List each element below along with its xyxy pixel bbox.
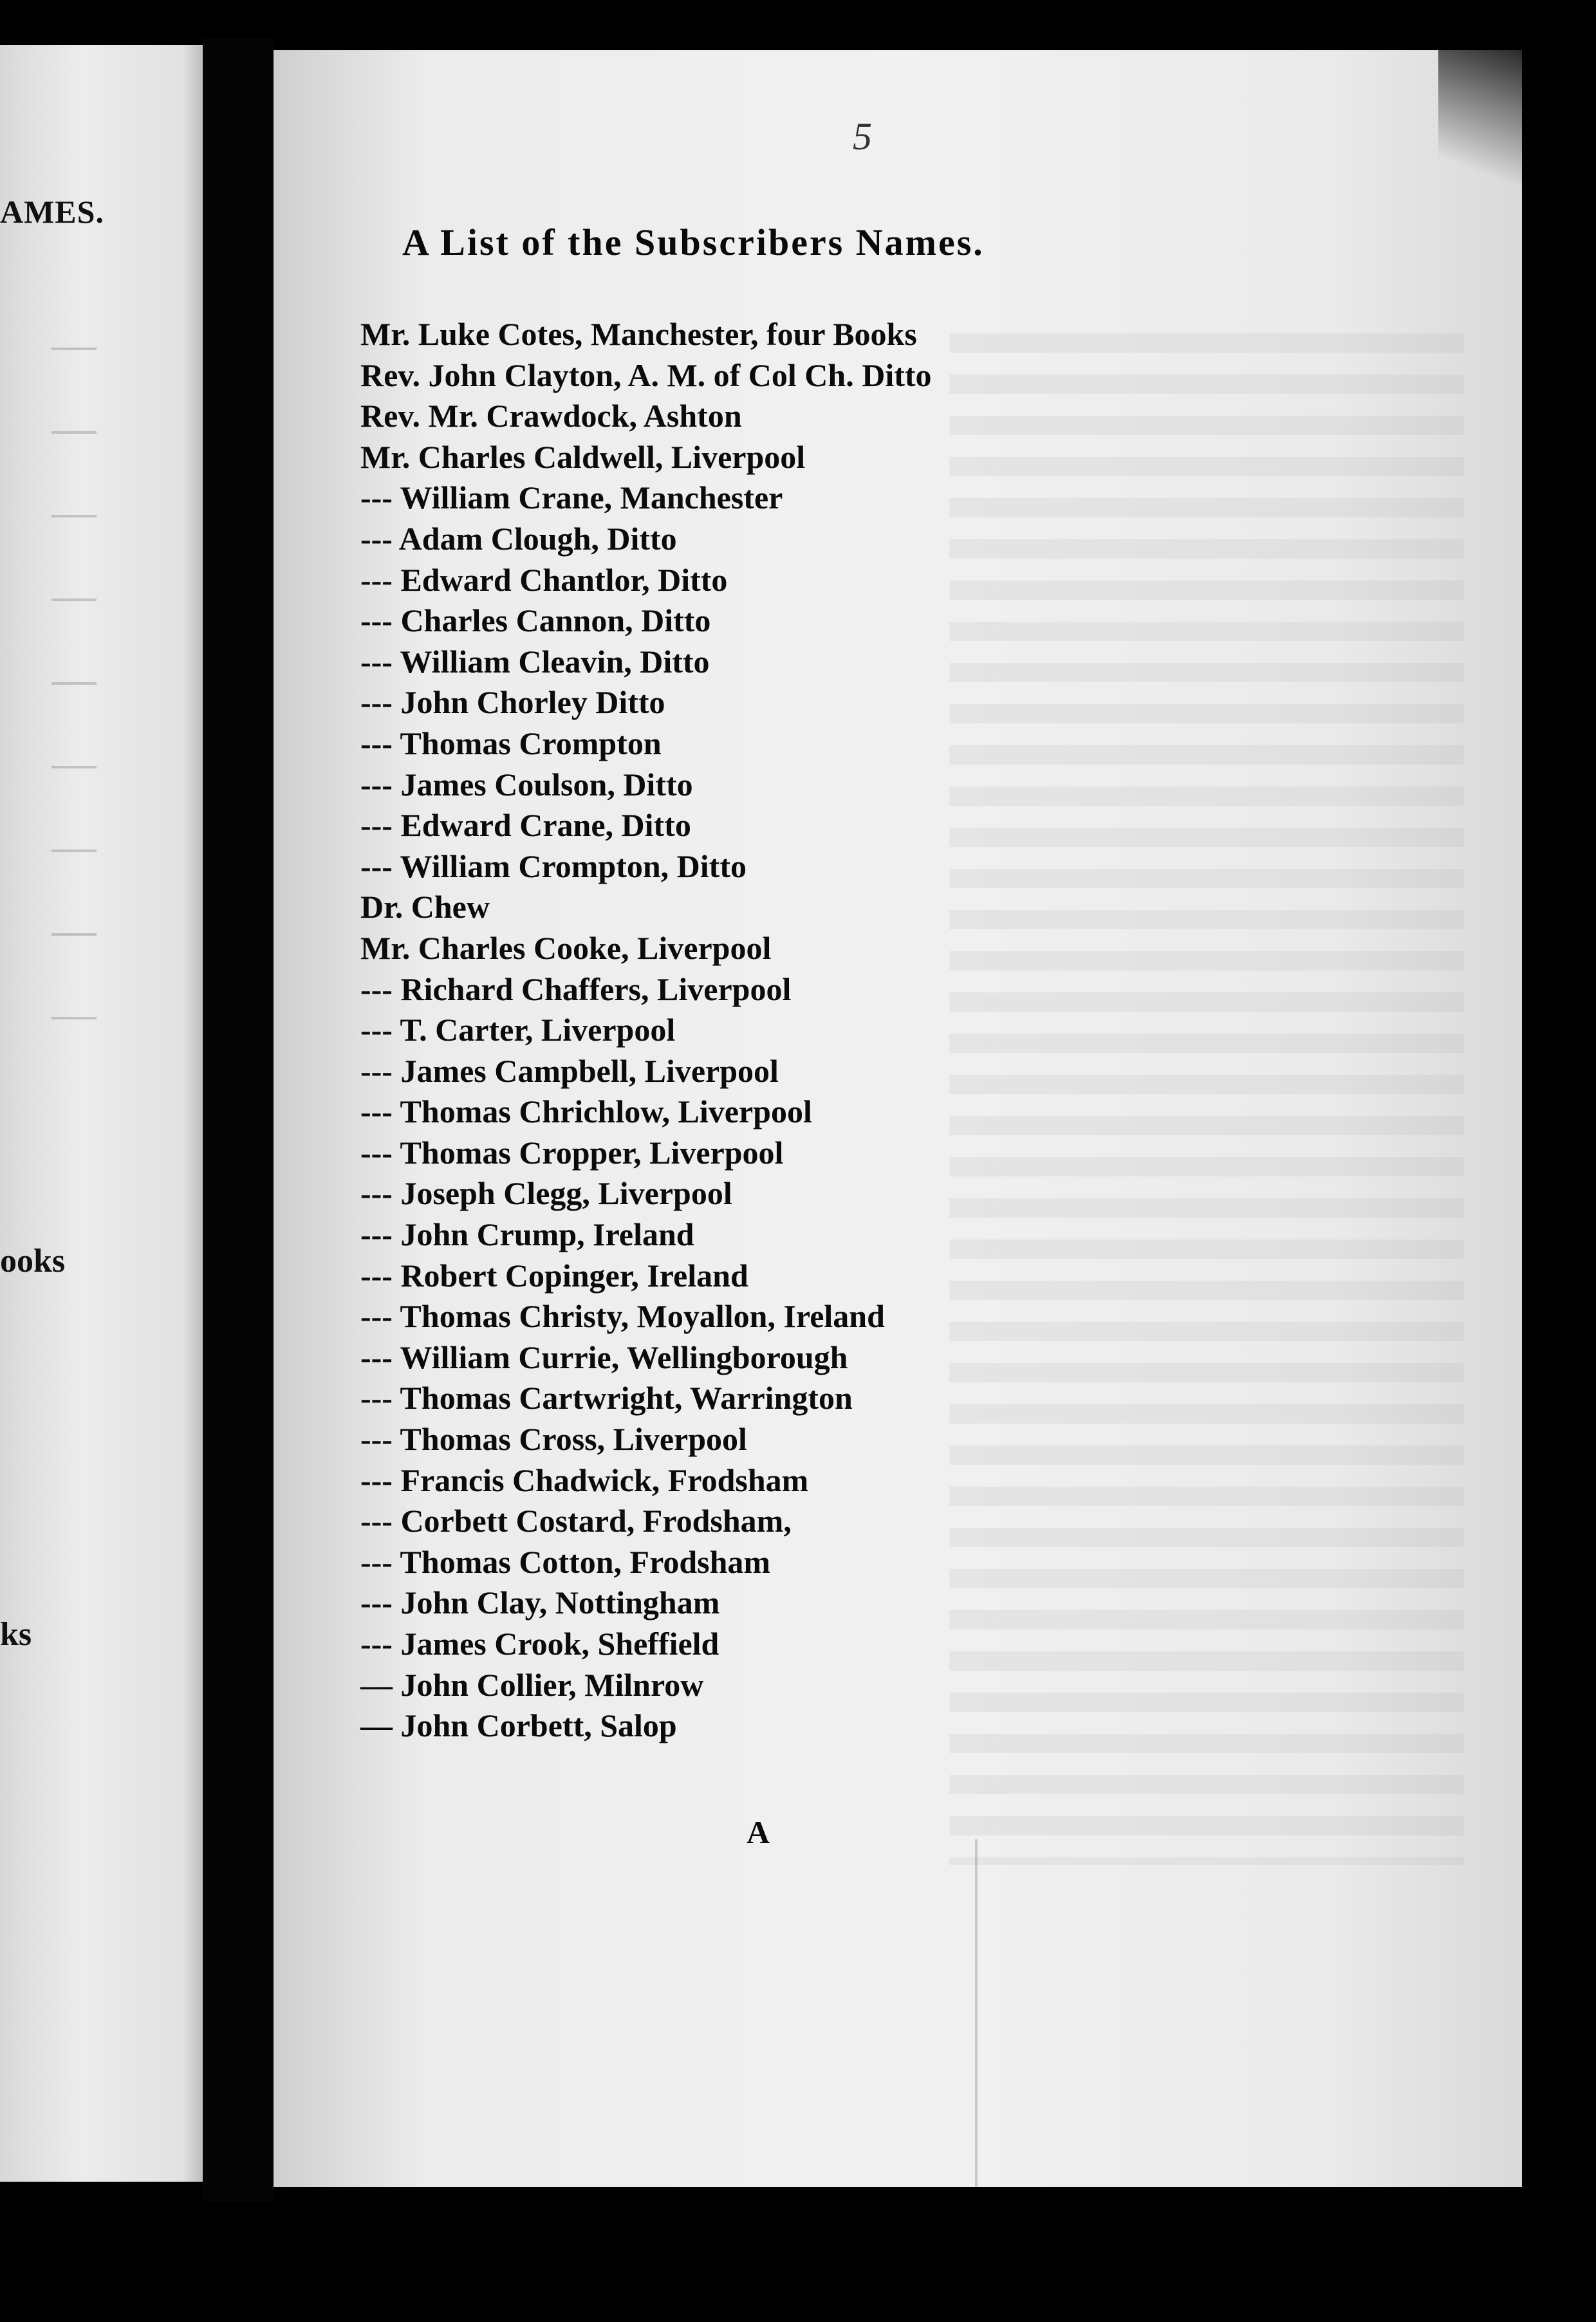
list-item: — John Collier, Milnrow (360, 1666, 704, 1703)
bleed-through-dash (51, 431, 97, 434)
list-item: — John Corbett, Salop (360, 1707, 677, 1744)
list-item: --- Charles Cannon, Ditto (360, 602, 711, 639)
previous-page-text-fragment: ooks (0, 1243, 66, 1279)
list-item: --- Thomas Cotton, Frodsham (360, 1543, 771, 1580)
list-item: --- John Chorley Ditto (360, 684, 665, 721)
bleed-through-dash (51, 766, 97, 768)
bleed-through-dash (51, 348, 97, 350)
list-item: --- Francis Chadwick, Frodsham (360, 1462, 809, 1498)
catchword: A (747, 1814, 770, 1850)
list-item: --- Thomas Cropper, Liverpool (360, 1134, 784, 1171)
previous-page-heading-fragment: AMES. (0, 194, 104, 230)
list-item: --- Thomas Chrichlow, Liverpool (360, 1093, 812, 1130)
list-item: --- Robert Copinger, Ireland (360, 1257, 748, 1294)
list-item: Mr. Charles Cooke, Liverpool (360, 929, 772, 966)
list-item: --- Thomas Christy, Moyallon, Ireland (360, 1298, 885, 1335)
bleed-through-dash (51, 599, 97, 601)
list-item: --- Thomas Cross, Liverpool (360, 1421, 747, 1458)
list-item: --- Edward Crane, Ditto (360, 807, 691, 844)
list-item: --- James Campbell, Liverpool (360, 1052, 779, 1089)
bleed-through-dash (51, 933, 97, 936)
list-item: --- James Coulson, Ditto (360, 766, 693, 803)
book-page (274, 50, 1522, 2187)
list-item: Mr. Charles Caldwell, Liverpool (360, 438, 806, 475)
list-item: --- Edward Chantlor, Ditto (360, 561, 728, 598)
list-item: --- Joseph Clegg, Liverpool (360, 1175, 732, 1212)
list-item: --- Thomas Crompton (360, 725, 662, 761)
list-item: --- William Crompton, Ditto (360, 848, 747, 884)
list-item: Dr. Chew (360, 889, 490, 925)
bleed-through-dash (51, 1017, 97, 1019)
list-item: --- William Crane, Manchester (360, 479, 783, 516)
previous-page-text-fragment: ks (0, 1616, 32, 1653)
list-item: Rev. John Clayton, A. M. of Col Ch. Ditto (360, 357, 932, 393)
previous-page-fragment (0, 45, 203, 2182)
list-item: --- Thomas Cartwright, Warrington (360, 1380, 853, 1416)
list-item: --- T. Carter, Liverpool (360, 1012, 676, 1048)
bleed-through-dash (51, 515, 97, 517)
list-item: --- John Clay, Nottingham (360, 1584, 720, 1621)
page-corner-shadow (1438, 50, 1522, 192)
list-item: --- Corbett Costard, Frodsham, (360, 1503, 792, 1539)
list-item: --- Richard Chaffers, Liverpool (360, 971, 792, 1007)
page-number: 5 (853, 115, 872, 158)
subscriber-list (360, 314, 1454, 1747)
book-gutter (203, 39, 274, 2201)
bleed-through-dash (51, 682, 97, 685)
list-item: --- William Cleavin, Ditto (360, 643, 710, 680)
list-item: Rev. Mr. Crawdock, Ashton (360, 398, 742, 434)
bleed-through-dash (51, 850, 97, 852)
list-item: --- William Currie, Wellingborough (360, 1339, 848, 1375)
list-item: --- Adam Clough, Ditto (360, 520, 677, 557)
page-crease (975, 1839, 978, 2187)
page-title: A List of the Subscribers Names. (402, 221, 985, 263)
list-item: Mr. Luke Cotes, Manchester, four Books (360, 316, 917, 352)
list-item: --- James Crook, Sheffield (360, 1626, 719, 1662)
list-item: --- John Crump, Ireland (360, 1216, 694, 1253)
